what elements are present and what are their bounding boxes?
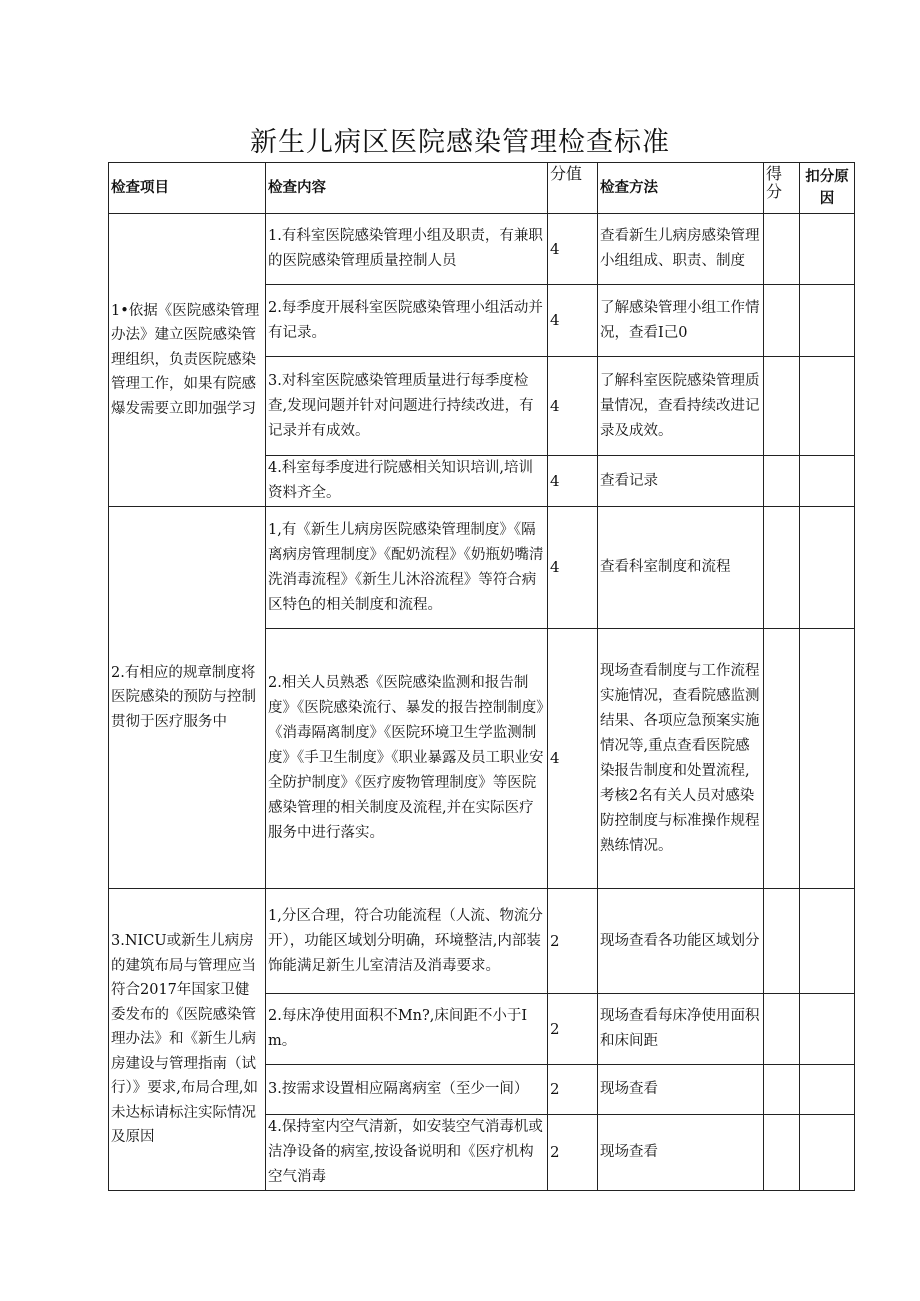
got-score-cell[interactable] [764, 889, 800, 994]
table-header-row [109, 163, 855, 214]
check-content: 1,分区合理，符合功能流程（人流、物流分开），功能区域划分明确，环境整洁,内部装饰能满足新生儿室清洁及消毒要求。 [266, 889, 548, 994]
check-method: 现场查看 [598, 1115, 764, 1191]
check-content: 2.每季度开展科室医院感染管理小组活动并有记录。 [266, 285, 548, 357]
check-method: 查看新生儿病房感染管理小组组成、职责、制度 [598, 214, 764, 285]
deduction-reason-cell[interactable] [800, 507, 855, 629]
header-score: 分值 [548, 163, 598, 214]
header-item: 检查项目 [109, 163, 266, 214]
section-item: 3.NICU或新生儿病房的建筑布局与管理应当符合2017年国家卫健委发布的《医院感染管理办法》和《新生儿病房建设与管理指南（试行）》要求,布局合理,如未达标请标注实际情况及原因 [109, 889, 266, 1191]
table-row [109, 214, 855, 285]
deduction-reason-cell[interactable] [800, 1065, 855, 1115]
table-row [109, 889, 855, 994]
score-value: 2 [548, 889, 598, 994]
check-method: 现场查看 [598, 1065, 764, 1115]
header-reason: 扣分原因 [800, 163, 855, 214]
score-value: 4 [548, 507, 598, 629]
got-score-cell[interactable] [764, 507, 800, 629]
score-value: 4 [548, 285, 598, 357]
check-content: 4.保持室内空气清新，如安装空气消毒机或洁净设备的病室,按设备说明和《医疗机构空气消毒 [266, 1115, 548, 1191]
score-value: 2 [548, 1065, 598, 1115]
got-score-cell[interactable] [764, 1065, 800, 1115]
deduction-reason-cell[interactable] [800, 214, 855, 285]
got-score-cell[interactable] [764, 994, 800, 1065]
deduction-reason-cell[interactable] [800, 889, 855, 994]
check-content: 2.每床净使用面积不Mn?,床间距不小于Im。 [266, 994, 548, 1065]
score-value: 2 [548, 1115, 598, 1191]
deduction-reason-cell[interactable] [800, 1115, 855, 1191]
got-score-cell[interactable] [764, 214, 800, 285]
check-method: 了解感染管理小组工作情况，查看I己0 [598, 285, 764, 357]
score-value: 4 [548, 456, 598, 507]
check-content: 2.相关人员熟悉《医院感染监测和报告制度》《医院感染流行、暴发的报告控制制度》《消毒隔离制度》《医院环境卫生学监测制度》《手卫生制度》《职业暴露及员工职业安全防护制度》《医疗废物管理制度》等医院感染管理的相关制度及流程,并在实际医疗服务中进行落实。 [266, 629, 548, 889]
score-value: 2 [548, 994, 598, 1065]
score-value: 4 [548, 214, 598, 285]
score-value: 4 [548, 357, 598, 456]
header-method: 检查方法 [598, 163, 764, 214]
check-method: 查看科室制度和流程 [598, 507, 764, 629]
section-item: 1•依据《医院感染管理办法》建立医院感染管理组织，负责医院感染管理工作，如果有院感爆发需要立即加强学习 [109, 214, 266, 507]
check-content: 1,有《新生儿病房医院感染管理制度》《隔离病房管理制度》《配奶流程》《奶瓶奶嘴清洗消毒流程》《新生儿沐浴流程》等符合病区特色的相关制度和流程。 [266, 507, 548, 629]
deduction-reason-cell[interactable] [800, 994, 855, 1065]
page-title: 新生儿病区医院感染管理检查标准 [250, 127, 670, 158]
header-content: 检查内容 [266, 163, 548, 214]
got-score-cell[interactable] [764, 285, 800, 357]
deduction-reason-cell[interactable] [800, 456, 855, 507]
check-method: 现场查看制度与工作流程实施情况，查看院感监测结果、各项应急预案实施情况等,重点查看医院感染报告制度和处置流程,考核2名有关人员对感染防控制度与标准操作规程熟练情况。 [598, 629, 764, 889]
check-content: 1.有科室医院感染管理小组及职责，有兼职的医院感染管理质量控制人员 [266, 214, 548, 285]
inspection-standard-table [108, 162, 855, 1191]
check-method: 了解科室医院感染管理质量情况，查看持续改进记录及成效。 [598, 357, 764, 456]
check-method: 现场查看每床净使用面积和床间距 [598, 994, 764, 1065]
score-value: 4 [548, 629, 598, 889]
got-score-cell[interactable] [764, 456, 800, 507]
section-item: 2.有相应的规章制度将医院感染的预防与控制贯彻于医疗服务中 [109, 507, 266, 889]
got-score-cell[interactable] [764, 1115, 800, 1191]
check-content: 4.科室每季度进行院感相关知识培训,培训资料齐全。 [266, 456, 548, 507]
got-score-cell[interactable] [764, 357, 800, 456]
deduction-reason-cell[interactable] [800, 285, 855, 357]
got-score-cell[interactable] [764, 629, 800, 889]
header-got: 得分 [764, 163, 800, 214]
check-method: 查看记录 [598, 456, 764, 507]
check-method: 现场查看各功能区域划分 [598, 889, 764, 994]
deduction-reason-cell[interactable] [800, 357, 855, 456]
check-content: 3.按需求设置相应隔离病室（至少一间） [266, 1065, 548, 1115]
table-row [109, 507, 855, 629]
check-content: 3.对科室医院感染管理质量进行每季度检查,发现问题并针对问题进行持续改进，有记录并有成效。 [266, 357, 548, 456]
deduction-reason-cell[interactable] [800, 629, 855, 889]
